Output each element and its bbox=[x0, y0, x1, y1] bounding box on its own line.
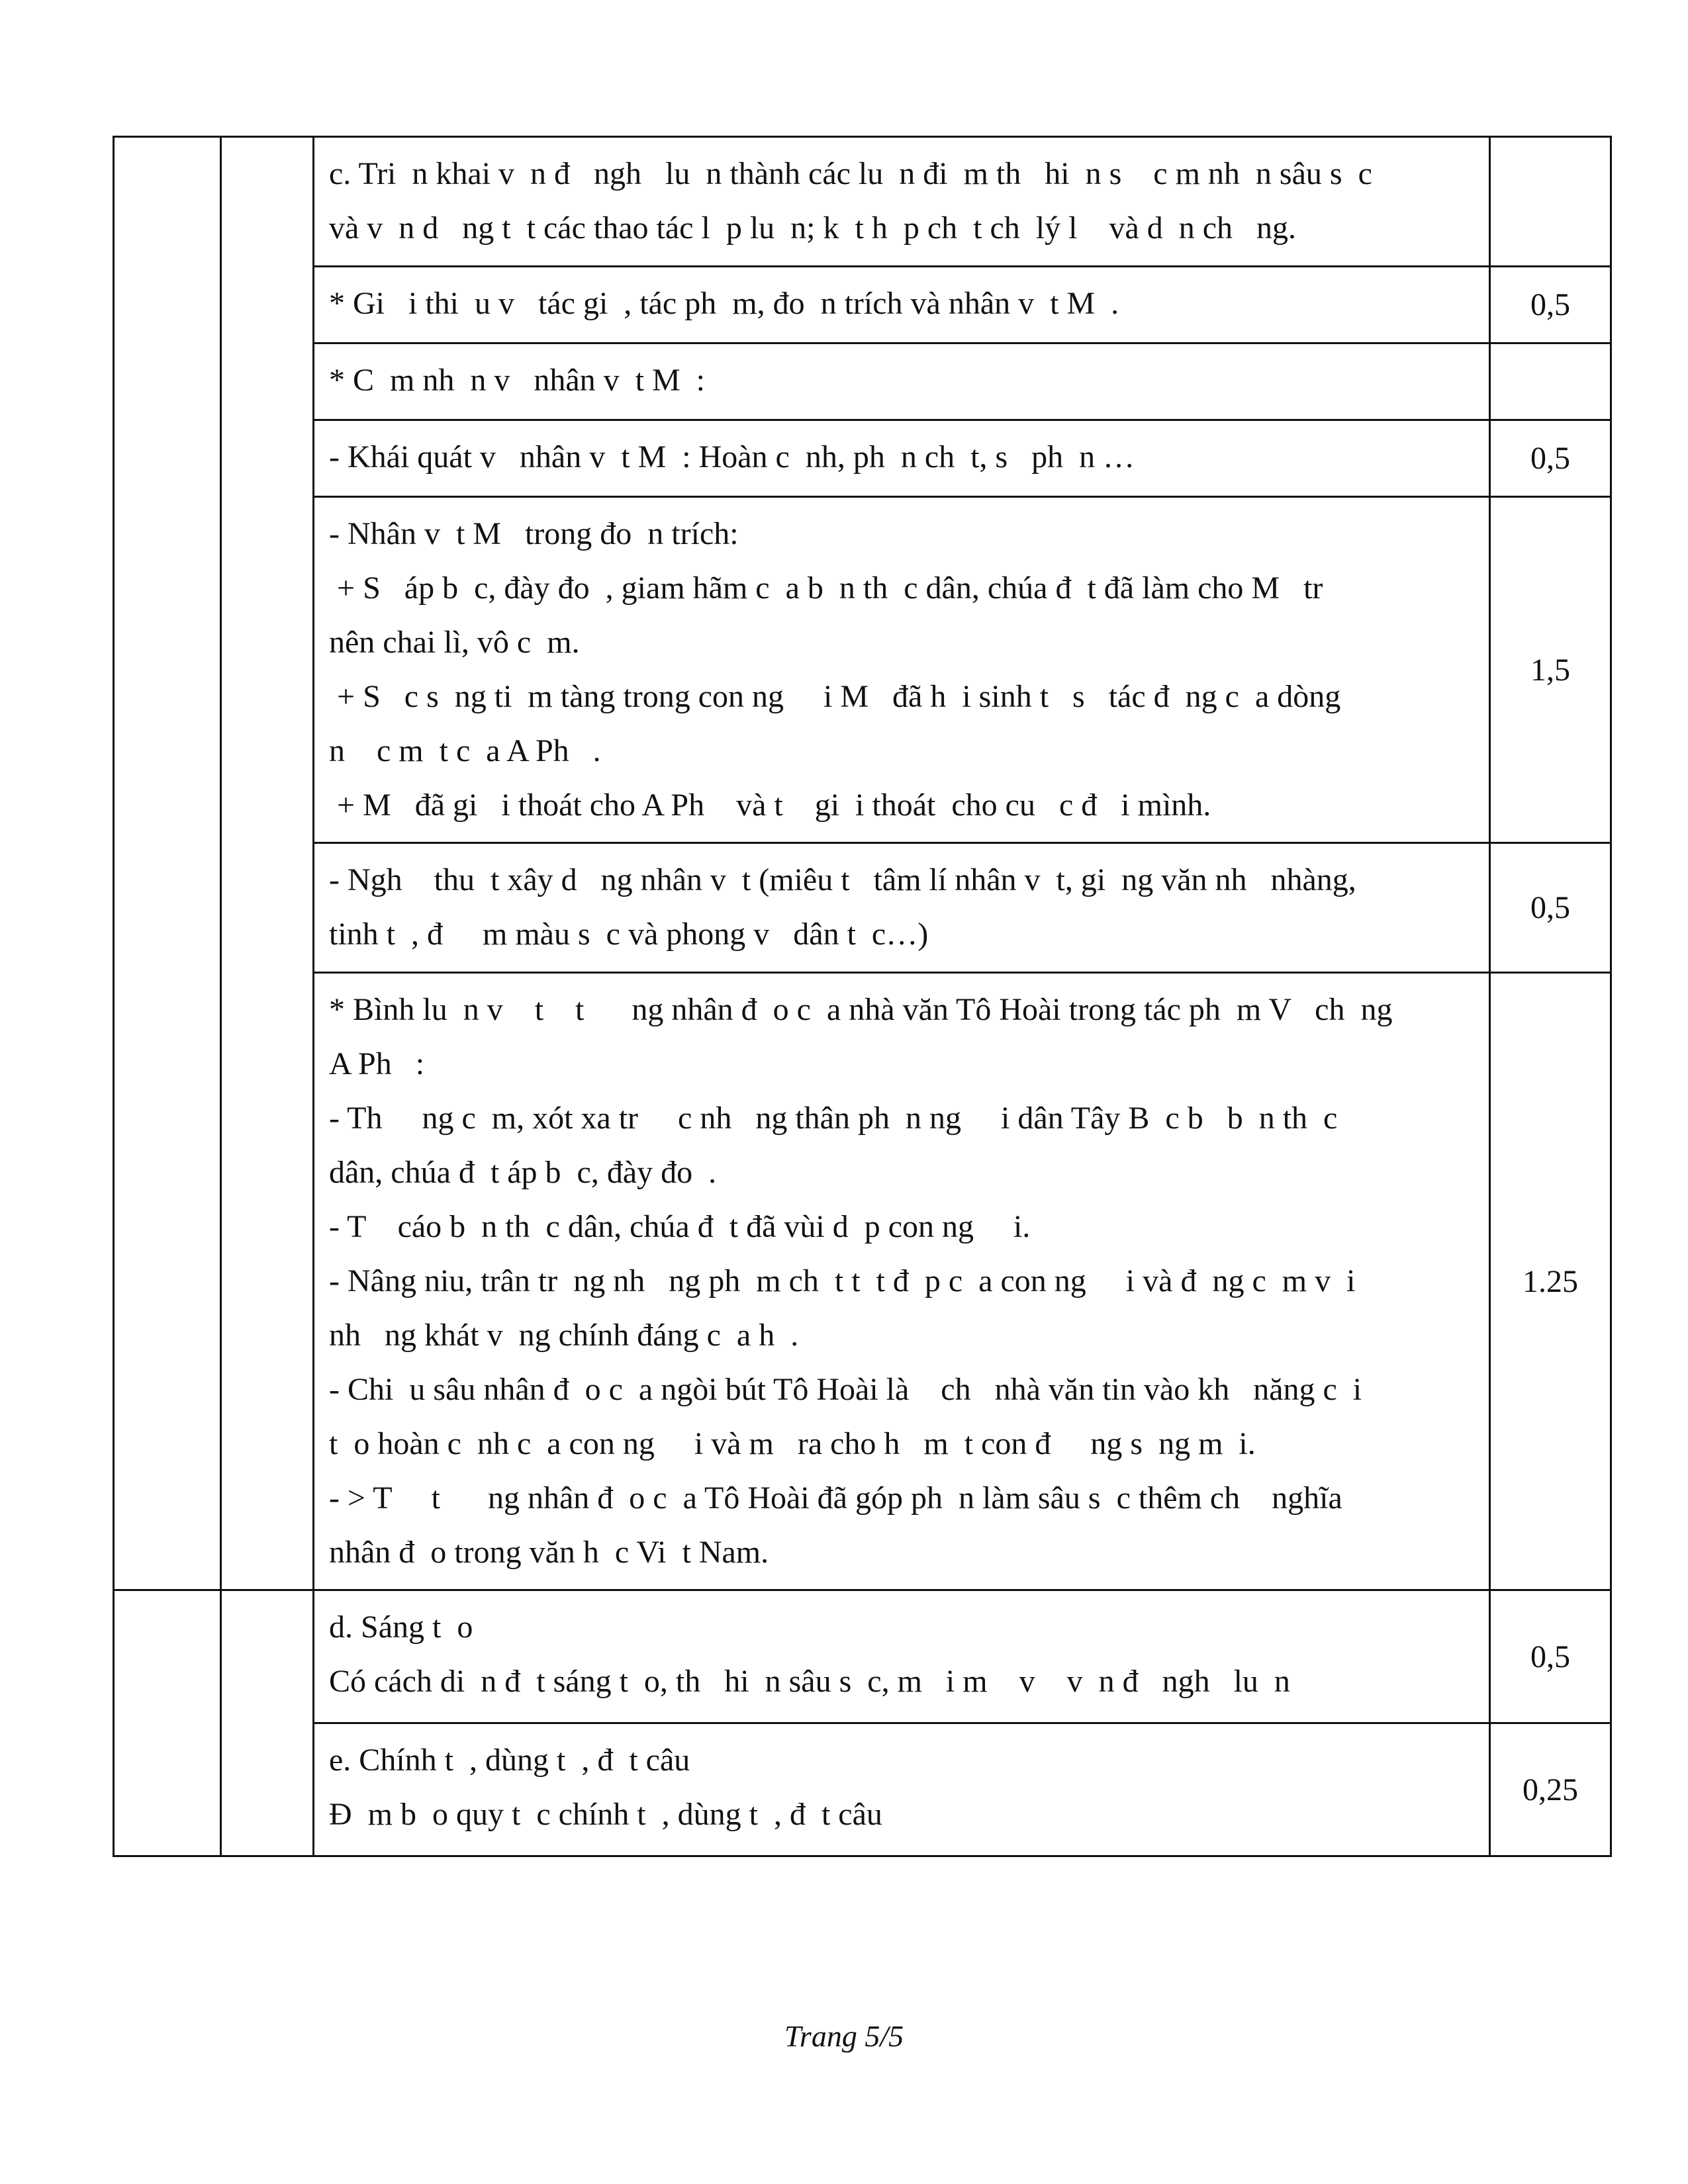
criteria-cell bbox=[314, 497, 1490, 843]
criteria-line: A Ph : bbox=[329, 1046, 425, 1081]
score-cell: 1,5 bbox=[1490, 497, 1611, 843]
empty-cell bbox=[221, 137, 314, 1590]
criteria-line: t o hoàn c nh c a con ng i và m ra cho h m t con đ ng s ng m i. bbox=[329, 1426, 1256, 1461]
criteria-cell bbox=[314, 137, 1490, 267]
table-row bbox=[114, 497, 1611, 843]
criteria-line: + M đã gi i thoát cho A Ph và t gi i thoát cho cu c đ i mình. bbox=[329, 788, 1211, 823]
criteria-line: + S áp b c, đày đo , giam hãm c a b n th c dân, chúa đ t đã làm cho M tr bbox=[329, 570, 1323, 606]
criteria-cell bbox=[314, 343, 1490, 420]
criteria-line: nh ng khát v ng chính đáng c a h . bbox=[329, 1318, 799, 1353]
criteria-line: Có cách di n đ t sáng t o, th hi n sâu s c, m i m v v n đ ngh lu n bbox=[329, 1664, 1290, 1699]
criteria-line: d. Sáng t o bbox=[329, 1610, 473, 1645]
criteria-line: - T cáo b n th c dân, chúa đ t đã vùi d p con ng i. bbox=[329, 1209, 1031, 1244]
criteria-line: - Chi u sâu nhân đ o c a ngòi bút Tô Hoài là ch nhà văn tin vào kh năng c i bbox=[329, 1372, 1362, 1407]
criteria-line: n c m t c a A Ph . bbox=[329, 733, 601, 768]
criteria-line: - Nâng niu, trân tr ng nh ng ph m ch t t t đ p c a con ng i và đ ng c m v i bbox=[329, 1263, 1356, 1298]
criteria-line: tinh t , đ m màu s c và phong v dân t c…) bbox=[329, 917, 929, 952]
criteria-cell bbox=[314, 973, 1490, 1590]
scoring-table bbox=[113, 136, 1612, 1857]
criteria-cell bbox=[314, 1723, 1490, 1856]
criteria-line: - Khái quát v nhân v t M : Hoàn c nh, ph n ch t, s ph n … bbox=[329, 439, 1135, 475]
table-row bbox=[114, 843, 1611, 973]
criteria-line: - > T t ng nhân đ o c a Tô Hoài đã góp ph n làm sâu s c thêm ch nghĩa bbox=[329, 1480, 1342, 1516]
criteria-line: + S c s ng ti m tàng trong con ng i M đã h i sinh t s tác đ ng c a dòng bbox=[329, 679, 1341, 714]
score-cell bbox=[1490, 137, 1611, 267]
criteria-line: - Nhân v t M trong đo n trích: bbox=[329, 516, 739, 551]
criteria-line: - Th ng c m, xót xa tr c nh ng thân ph n ng i dân Tây B c b b n th c bbox=[329, 1101, 1338, 1136]
criteria-line: và v n d ng t t các thao tác l p lu n; k t h p ch t ch lý l và d n ch ng. bbox=[329, 210, 1297, 246]
page-number: Trang 5/5 bbox=[784, 2019, 904, 2053]
criteria-line: nhân đ o trong văn h c Vi t Nam. bbox=[329, 1535, 769, 1570]
empty-cell bbox=[114, 137, 221, 1590]
criteria-line: dân, chúa đ t áp b c, đày đo . bbox=[329, 1155, 717, 1190]
score-cell bbox=[1490, 343, 1611, 420]
criteria-line: c. Tri n khai v n đ ngh lu n thành các lu n đi m th hi n s c m nh n sâu s c bbox=[329, 156, 1372, 191]
table-row bbox=[114, 343, 1611, 420]
table-row bbox=[114, 420, 1611, 497]
score-cell: 0,25 bbox=[1490, 1723, 1611, 1856]
criteria-line: Đ m b o quy t c chính t , dùng t , đ t câu bbox=[329, 1797, 882, 1832]
criteria-line: e. Chính t , dùng t , đ t câu bbox=[329, 1743, 690, 1778]
table-row bbox=[114, 973, 1611, 1590]
empty-cell bbox=[114, 1590, 221, 1856]
criteria-cell bbox=[314, 267, 1490, 343]
score-cell: 0,5 bbox=[1490, 267, 1611, 343]
score-cell: 0,5 bbox=[1490, 843, 1611, 973]
score-cell: 1.25 bbox=[1490, 973, 1611, 1590]
score-cell: 0,5 bbox=[1490, 1590, 1611, 1723]
table-row bbox=[114, 1590, 1611, 1723]
criteria-cell bbox=[314, 1590, 1490, 1723]
criteria-line: * Bình lu n v t t ng nhân đ o c a nhà văn Tô Hoài trong tác ph m V ch ng bbox=[329, 992, 1393, 1027]
table-row bbox=[114, 1723, 1611, 1856]
table-row bbox=[114, 137, 1611, 267]
criteria-cell bbox=[314, 420, 1490, 497]
table-row bbox=[114, 267, 1611, 343]
criteria-cell bbox=[314, 843, 1490, 973]
empty-cell bbox=[221, 1590, 314, 1856]
score-cell: 0,5 bbox=[1490, 420, 1611, 497]
criteria-line: * C m nh n v nhân v t M : bbox=[329, 363, 706, 398]
criteria-line: nên chai lì, vô c m. bbox=[329, 625, 580, 660]
criteria-line: - Ngh thu t xây d ng nhân v t (miêu t tâm lí nhân v t, gi ng văn nh nhàng, bbox=[329, 862, 1356, 897]
criteria-line: * Gi i thi u v tác gi , tác ph m, đo n trích và nhân v t M . bbox=[329, 286, 1119, 321]
